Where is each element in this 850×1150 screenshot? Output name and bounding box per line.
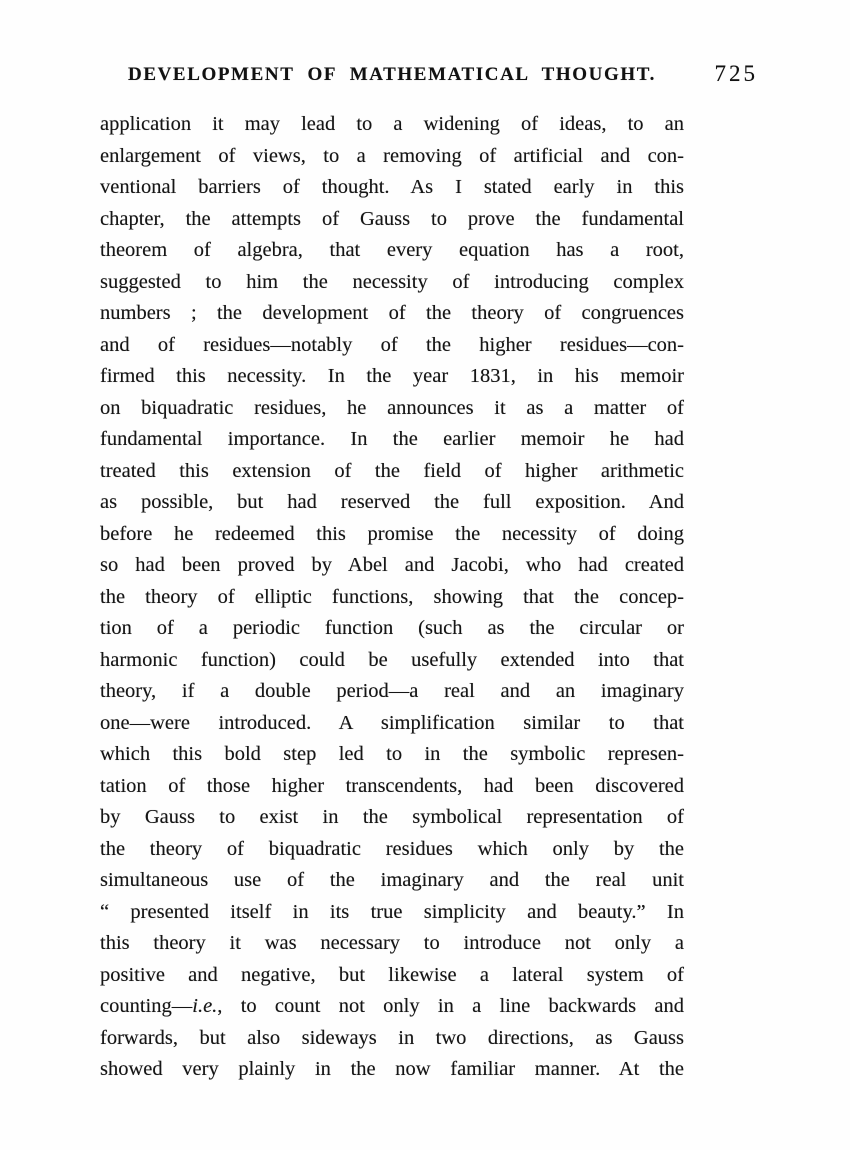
text-line: which this bold step led to in the symbolic represen- xyxy=(100,743,684,765)
text-line: enlargement of views, to a removing of artificial and con- xyxy=(100,144,684,167)
text-line: chapter, the attempts of Gauss to prove the fundamental xyxy=(100,207,684,230)
page-body-paragraph xyxy=(100,109,684,1086)
text-line: tion of a periodic function (such as the circular or xyxy=(100,617,684,639)
text-line: tation of those higher transcendents, had been discovered xyxy=(100,774,684,797)
text-line: positive and negative, but likewise a lateral system of xyxy=(100,963,684,986)
text-line: as possible, but had reserved the full exposition. And xyxy=(100,491,684,513)
text-line: numbers ; the development of the theory of congruences xyxy=(100,302,684,324)
text-line: treated this extension of the field of higher arithmetic xyxy=(100,459,684,482)
text-line: by Gauss to exist in the symbolical representation of xyxy=(100,806,684,828)
text-line: one—were introduced. A simplification similar to that xyxy=(100,711,684,734)
page-number: 725 xyxy=(714,61,758,86)
text-line: harmonic function) could be usefully extended into that xyxy=(100,648,684,671)
text-line: this theory it was necessary to introduce not only a xyxy=(100,932,684,954)
text-line: firmed this necessity. In the year 1831, in his memoir xyxy=(100,365,684,387)
text-line: “ presented itself in its true simplicity and beauty.” In xyxy=(100,900,684,923)
text-line: so had been proved by Abel and Jacobi, who had created xyxy=(100,554,684,576)
text-line: forwards, but also sideways in two directions, as Gauss xyxy=(100,1026,684,1049)
text-line: fundamental importance. In the earlier memoir he had xyxy=(100,428,684,450)
text-line: the theory of biquadratic residues which only by the xyxy=(100,837,684,860)
text-line: suggested to him the necessity of introducing complex xyxy=(100,270,684,293)
text-line: and of residues—notably of the higher residues—con- xyxy=(100,333,684,356)
text-line: showed very plainly in the now familiar manner. At the xyxy=(100,1058,684,1080)
text-line: before he redeemed this promise the necessity of doing xyxy=(100,522,684,545)
text-line: simultaneous use of the imaginary and the real unit xyxy=(100,869,684,891)
text-line: application it may lead to a widening of ideas, to an xyxy=(100,113,684,135)
running-header-title: DEVELOPMENT OF MATHEMATICAL THOUGHT. xyxy=(128,64,656,85)
text-line: theorem of algebra, that every equation has a root, xyxy=(100,239,684,261)
text-line: the theory of elliptic functions, showing that the concep- xyxy=(100,585,684,608)
text-line: on biquadratic residues, he announces it as a matter of xyxy=(100,396,684,419)
text-line: ventional barriers of thought. As I stated early in this xyxy=(100,176,684,198)
text-line: counting—i.e., to count not only in a line backwards and xyxy=(100,995,684,1017)
text-line: theory, if a double period—a real and an imaginary xyxy=(100,680,684,702)
